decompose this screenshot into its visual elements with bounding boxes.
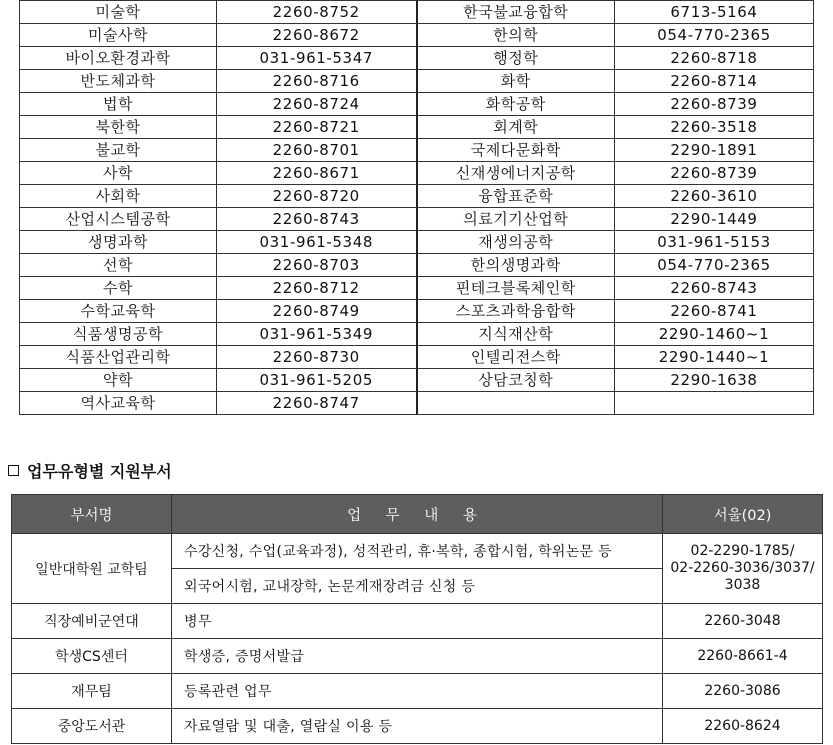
phone-number: 2260-8739 xyxy=(615,162,814,185)
phone-line: 02-2260-3036/3037/ xyxy=(670,560,815,576)
department-name: 바이오환경과학 xyxy=(20,47,217,70)
directory-body xyxy=(20,1,814,415)
table-row xyxy=(20,369,814,392)
phone-number: 2290-1440~1 xyxy=(615,346,814,369)
department-name: 약학 xyxy=(20,369,217,392)
department-name: 불교학 xyxy=(20,139,217,162)
work-content: 자료열람 및 대출, 열람실 이용 등 xyxy=(172,709,663,744)
department-name: 화학공학 xyxy=(417,93,615,116)
phone-number: 031-961-5347 xyxy=(217,47,417,70)
header-work: 업 무 내 용 xyxy=(172,495,663,534)
department-name: 화학 xyxy=(417,70,615,93)
department-phone-directory xyxy=(19,0,814,415)
phone-number: 2260-8703 xyxy=(217,254,417,277)
phone-number: 054-770-2365 xyxy=(615,254,814,277)
table-row xyxy=(12,604,823,639)
department-name: 식품생명공학 xyxy=(20,323,217,346)
table-row xyxy=(20,346,814,369)
department-name: 한국불교융합학 xyxy=(417,1,615,24)
work-content: 병무 xyxy=(172,604,663,639)
department-name: 의료기기산업학 xyxy=(417,208,615,231)
table-row xyxy=(20,93,814,116)
department-name: 스포츠과학융합학 xyxy=(417,300,615,323)
header-row xyxy=(12,495,823,534)
phone-number xyxy=(615,392,814,415)
phone-number: 2260-8671 xyxy=(217,162,417,185)
section-heading xyxy=(8,459,172,482)
table-row xyxy=(20,254,814,277)
department-name: 법학 xyxy=(20,93,217,116)
table-row xyxy=(20,231,814,254)
department-name: 사학 xyxy=(20,162,217,185)
phone-number: 2260-8712 xyxy=(217,277,417,300)
department-name: 역사교육학 xyxy=(20,392,217,415)
phone-line: 02-2290-1785/ xyxy=(690,543,795,559)
table-row xyxy=(20,185,814,208)
section-title: 업무유형별 지원부서 xyxy=(27,462,172,481)
department-name: 선학 xyxy=(20,254,217,277)
department-name: 지식재산학 xyxy=(417,323,615,346)
phone-number: 2260-8743 xyxy=(615,277,814,300)
work-content: 등록관련 업무 xyxy=(172,674,663,709)
phone-number: 6713-5164 xyxy=(615,1,814,24)
department-name: 핀테크블록체인학 xyxy=(417,277,615,300)
table-row xyxy=(20,323,814,346)
phone-number: 2290-1638 xyxy=(615,369,814,392)
phone-number: 2260-8720 xyxy=(217,185,417,208)
phone-number: 2260-8749 xyxy=(217,300,417,323)
phone-number: 2290-1449 xyxy=(615,208,814,231)
department-name: 상담코칭학 xyxy=(417,369,615,392)
phone-number: 2260-3048 xyxy=(663,604,823,639)
phone-number: 2260-8741 xyxy=(615,300,814,323)
department-name: 한의학 xyxy=(417,24,615,47)
dept-name: 직장예비군연대 xyxy=(12,604,172,639)
department-name: 미술학 xyxy=(20,1,217,24)
department-name: 국제다문화학 xyxy=(417,139,615,162)
table-row xyxy=(12,639,823,674)
phone-number: 2260-8730 xyxy=(217,346,417,369)
table-row xyxy=(20,162,814,185)
support-department-table xyxy=(11,494,823,744)
phone-line: 3038 xyxy=(724,577,761,593)
phone-number: 2260-8718 xyxy=(615,47,814,70)
phone-number: 2260-8672 xyxy=(217,24,417,47)
table-row xyxy=(20,24,814,47)
department-name: 산업시스템공학 xyxy=(20,208,217,231)
department-name: 융합표준학 xyxy=(417,185,615,208)
department-name: 북한학 xyxy=(20,116,217,139)
phone-number: 031-961-5349 xyxy=(217,323,417,346)
department-name: 회계학 xyxy=(417,116,615,139)
department-name: 미술사학 xyxy=(20,24,217,47)
table-row xyxy=(20,277,814,300)
work-content: 학생증, 증명서발급 xyxy=(172,639,663,674)
department-name: 반도체과학 xyxy=(20,70,217,93)
phone-number: 2260-8624 xyxy=(663,709,823,744)
table-row xyxy=(20,116,814,139)
table-row xyxy=(20,208,814,231)
table-row xyxy=(20,47,814,70)
work-content: 수강신청, 수업(교육과정), 성적관리, 휴·복학, 종합시험, 학위논문 등 xyxy=(172,534,663,569)
phone-number: 2260-8661-4 xyxy=(663,639,823,674)
phone-number: 2260-3518 xyxy=(615,116,814,139)
phone-number: 2260-8721 xyxy=(217,116,417,139)
table-row xyxy=(20,392,814,415)
department-name: 생명과학 xyxy=(20,231,217,254)
table-row xyxy=(12,709,823,744)
work-content: 외국어시험, 교내장학, 논문게재장려금 신청 등 xyxy=(172,569,663,604)
phone-number: 2260-8752 xyxy=(217,1,417,24)
dept-name: 중앙도서관 xyxy=(12,709,172,744)
department-name: 사회학 xyxy=(20,185,217,208)
table-row xyxy=(20,70,814,93)
phone-number: 2260-8743 xyxy=(217,208,417,231)
phone-number: 2260-8716 xyxy=(217,70,417,93)
phone-number: 2260-8747 xyxy=(217,392,417,415)
phone-number: 2260-8701 xyxy=(217,139,417,162)
phone-number: 031-961-5205 xyxy=(217,369,417,392)
department-name: 재생의공학 xyxy=(417,231,615,254)
phone-number: 054-770-2365 xyxy=(615,24,814,47)
header-dept: 부서명 xyxy=(12,495,172,534)
dept-name: 일반대학원 교학팀 xyxy=(12,534,172,604)
dept-name: 학생CS센터 xyxy=(12,639,172,674)
department-name: 수학 xyxy=(20,277,217,300)
department-name: 행정학 xyxy=(417,47,615,70)
department-name: 신재생에너지공학 xyxy=(417,162,615,185)
phone-number xyxy=(663,534,823,604)
table-row xyxy=(20,300,814,323)
dept-name: 재무팀 xyxy=(12,674,172,709)
table-row xyxy=(20,139,814,162)
phone-number: 2290-1891 xyxy=(615,139,814,162)
table-row xyxy=(12,674,823,709)
department-name xyxy=(417,392,615,415)
table-row xyxy=(20,1,814,24)
phone-number: 031-961-5348 xyxy=(217,231,417,254)
department-name: 수학교육학 xyxy=(20,300,217,323)
phone-number: 2260-3610 xyxy=(615,185,814,208)
phone-number: 2260-8739 xyxy=(615,93,814,116)
phone-number: 031-961-5153 xyxy=(615,231,814,254)
department-name: 인텔리전스학 xyxy=(417,346,615,369)
phone-number: 2290-1460~1 xyxy=(615,323,814,346)
department-name: 식품산업관리학 xyxy=(20,346,217,369)
phone-number: 2260-8724 xyxy=(217,93,417,116)
table-row xyxy=(12,534,823,569)
checkbox-square-icon xyxy=(8,465,19,476)
phone-number: 2260-3086 xyxy=(663,674,823,709)
department-name: 한의생명과학 xyxy=(417,254,615,277)
phone-number: 2260-8714 xyxy=(615,70,814,93)
header-phone: 서울(02) xyxy=(663,495,823,534)
